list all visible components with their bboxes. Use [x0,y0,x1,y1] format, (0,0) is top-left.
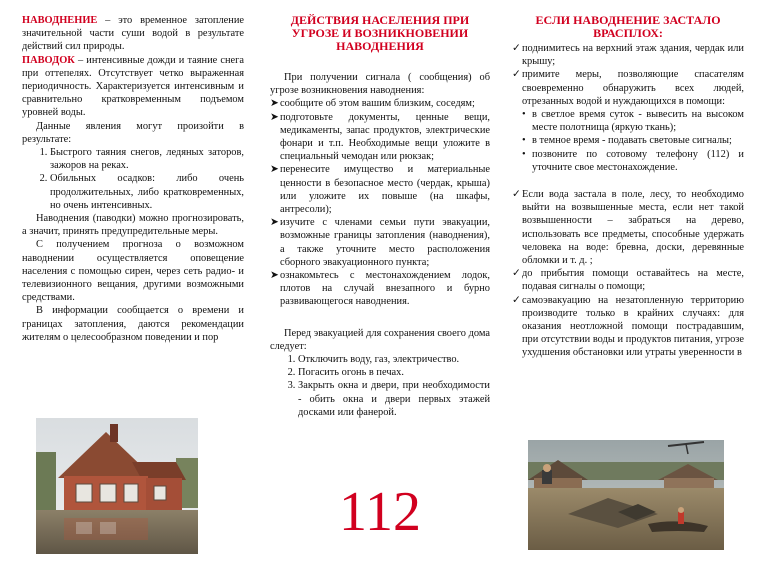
list-item: • в темное время - подавать световые сигналы; [522,135,732,147]
check-bullet-icon: ✓ [512,268,521,280]
list-item: ➤ ознакомьтесь с местонахождением лодок, плотов на случай внезапного и бурно развивающегося наводнения. [270,270,490,308]
list-item: ✓ самоэвакуацию на незатопленную территорию производите только в крайних случаях: для оказания неотложной помощи пострадавшим, при отсутствии воды и продуктов питания, угрозе ухудшения обстановки или утраты уверенности в [512,294,744,359]
list-item: ✓ примите меры, позволяющие спасателям своевременно обнаружить всех людей, отрезанных водой и нуждающихся в помощи: [512,69,744,107]
list-item: 2. Обильных осадков: либо очень продолжительных, либо кратковременных, но очень интенсивных. [50,172,244,212]
list-item: 1. Быстрого таяния снегов, ледяных заторов, зажоров на реках. [50,146,244,172]
info-paragraph: В информации сообщается о времени и границах затопления, даются рекомендации жителям о целесообразном поведении и пор [22,305,244,343]
preparation-list [270,97,490,308]
unawares-heading: ЕСЛИ НАВОДНЕНИЕ ЗАСТАЛО ВРАСПЛОХ: [535,13,721,40]
arrow-bullet-icon: ➤ [270,270,279,282]
dot-bullet-icon: • [522,135,526,147]
arrow-bullet-icon: ➤ [270,111,279,123]
list-item: ✓ до прибытия помощи оставайтесь на месте, подавая сигналы о помощи; [512,268,744,293]
list-item: ✓ поднимитесь на верхний этаж здания, чердак или крышу; [512,43,744,68]
actions-heading: ДЕЙСТВИЯ НАСЕЛЕНИЯ ПРИ УГРОЗЕ И ВОЗНИКНОВЕНИИ НАВОДНЕНИЯ [290,13,470,53]
definition-flood-text: – это временное затопление значительной части суши водой в результате действий сил природы. [22,15,244,53]
dot-bullet-icon: • [522,148,526,160]
arrow-bullet-icon: ➤ [270,164,279,176]
check-bullet-icon: ✓ [512,69,521,81]
field-forest-list [512,188,744,360]
list-item: • в светлое время суток - вывесить на высоком месте полотнища (яркую ткань); [522,109,744,134]
signal-intro: При получении сигнала ( сообщения) об угрозе возникновения наводнения: [270,72,490,97]
list-item: ➤ перенесите имущество и материальные ценности в безопасное место (чердак, крыша) или уложите их повыше (на шкафы, антресоли); [270,164,490,216]
forecast-paragraph: Наводнения (паводки) можно прогнозировать, а значит, принять предупредительные меры. [22,213,244,238]
warning-paragraph: С получением прогноза о возможном наводнении осуществляется оповещение населения с помощью сирен, через сеть радио- и телевизионного вещания, другими возможными средствами. [22,239,244,304]
definition-freshet [22,54,244,120]
arrow-bullet-icon: ➤ [270,98,279,110]
list-item: • позвоните по сотовому телефону (112) и уточните свое местонахождение. [522,148,744,173]
check-bullet-icon: ✓ [512,294,521,306]
list-item: ➤ изучите с членами семьи пути эвакуации, возможные границы затопления (наводнения), а также уточните место расположения сборного эвакуационного пункта; [270,217,490,268]
evacuation-list [270,353,490,419]
list-item: ➤ подготовьте документы, ценные вещи, медикаменты, запас продуктов, электрические фонари и т.п. Необходимые вещи уложите в специальный чемодан или рюкзак; [270,111,490,163]
column-definitions [22,14,244,344]
signal-list [512,108,744,174]
list-item: 2. Погасить огонь в печах. [298,366,490,379]
term-flood: НАВОДНЕНИЕ [22,15,98,26]
emergency-number: 112 [339,481,421,543]
column-actions [270,14,490,419]
causes-list [22,146,244,212]
dot-bullet-icon: • [522,109,526,121]
list-item: ➤ сообщите об этом вашим близким, соседям; [270,98,475,110]
causes-intro: Данные явления могут произойти в результате: [22,120,244,145]
definition-freshet-text: – интенсивные дожди и таяние снега при оттепелях. Отсутствует четко выраженная периодичность. Характеризуется интенсивным и сравнительно кратковременным подъемом уровней воды. [22,54,244,119]
arrow-bullet-icon: ➤ [270,217,279,229]
definition-flood [22,14,244,54]
evacuation-intro: Перед эвакуацией для сохранения своего дома следует: [270,327,490,352]
list-item: 1. Отключить воду, газ, электричество. [298,353,490,366]
column-caught-unawares [512,14,744,360]
list-item: ✓ Если вода застала в поле, лесу, то необходимо выйти на возвышенные места, если нет такой возвышенности – забраться на дерево, использовать все предметы, способные удержать человека на воде: бревна, доски, деревянные обломки и т. д. ; [512,189,744,267]
list-item: 3. Закрыть окна и двери, при необходимости - обить окна и двери первых этажей досками или фанерой. [298,379,490,419]
term-freshet: ПАВОДОК [22,54,75,66]
flooded-house-photo [36,418,198,554]
rescue-list [512,42,744,108]
check-bullet-icon: ✓ [512,189,521,201]
check-bullet-icon: ✓ [512,43,521,54]
flooded-village-photo [528,440,724,550]
